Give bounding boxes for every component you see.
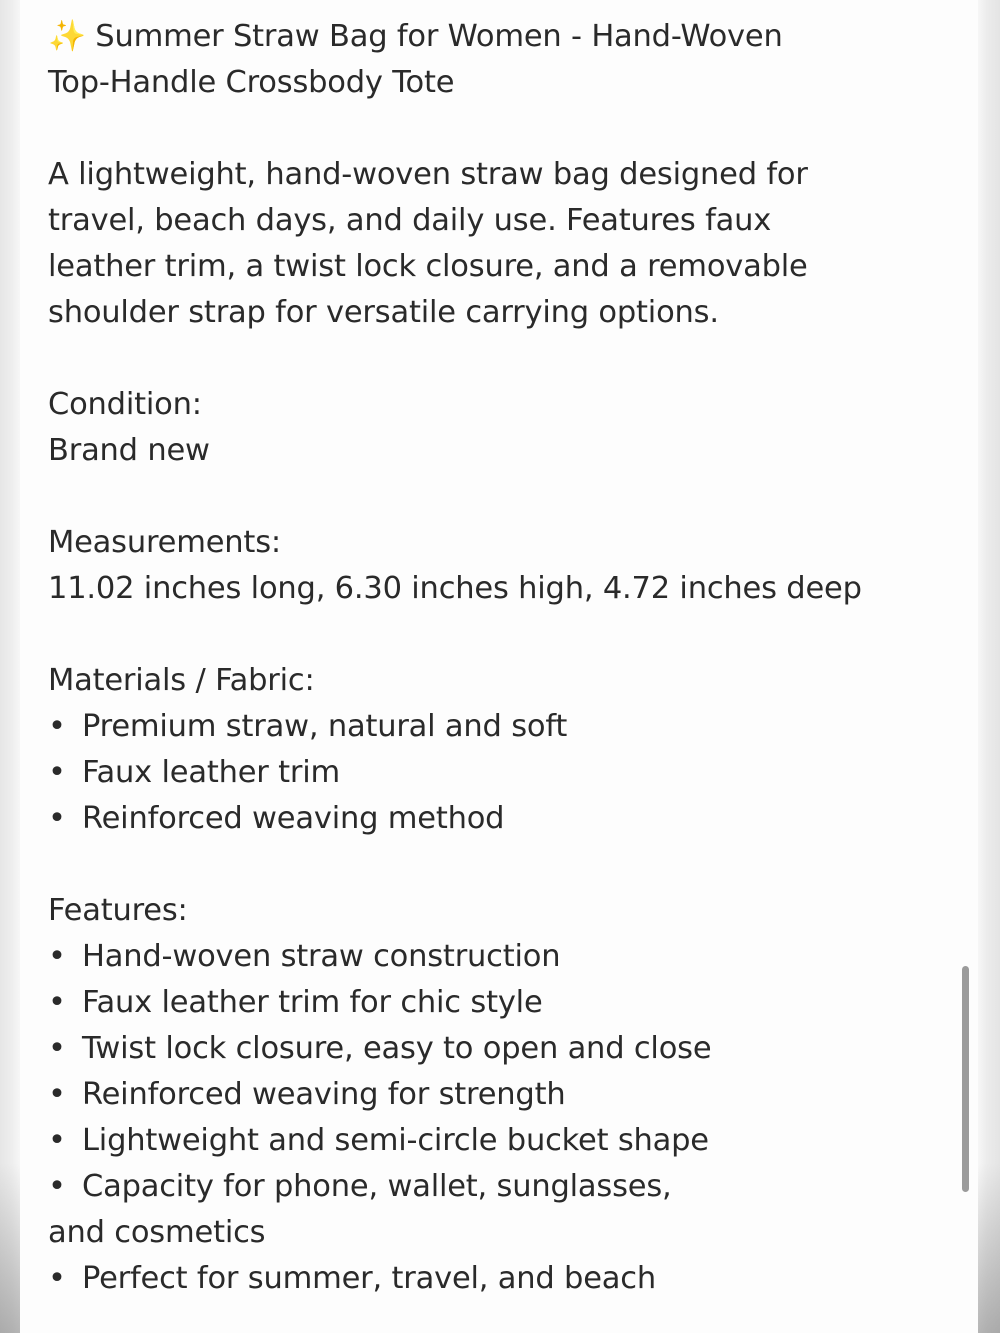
right-edge xyxy=(978,0,1000,1333)
features-item xyxy=(48,980,958,1026)
features-label: Features: xyxy=(48,893,188,928)
title-line-2: Top-Handle Crossbody Tote xyxy=(48,65,455,100)
title-text-1: Summer Straw Bag for Women - Hand-Woven xyxy=(95,19,783,54)
bullet: • xyxy=(48,1123,66,1158)
condition-value: Brand new xyxy=(48,433,210,468)
vertical-scrollbar[interactable] xyxy=(962,966,969,1192)
spacer xyxy=(48,842,958,888)
bullet: • xyxy=(48,1169,66,1204)
features-item-text: Hand-woven straw construction xyxy=(82,939,561,974)
features-item-text: Reinforced weaving for strength xyxy=(82,1077,566,1112)
features-item xyxy=(48,934,958,980)
features-item-text: Faux leather trim for chic style xyxy=(82,985,543,1020)
bullet: • xyxy=(48,939,66,974)
bullet: • xyxy=(48,709,66,744)
spacer xyxy=(48,336,958,382)
measurements-label: Measurements: xyxy=(48,525,281,560)
bullet: • xyxy=(48,1031,66,1066)
materials-item xyxy=(48,704,958,750)
features-item xyxy=(48,1256,958,1302)
description-line: travel, beach days, and daily use. Features faux xyxy=(48,203,772,238)
left-edge xyxy=(0,0,20,1333)
description-line: A lightweight, hand-woven straw bag designed for xyxy=(48,157,808,192)
materials-item xyxy=(48,750,958,796)
materials-item-text: Faux leather trim xyxy=(82,755,341,790)
features-item-text: Perfect for summer, travel, and beach xyxy=(82,1261,656,1296)
note-body[interactable] xyxy=(48,14,958,1302)
features-item-text: Twist lock closure, easy to open and close xyxy=(82,1031,712,1066)
title-line-1 xyxy=(48,14,958,60)
features-item xyxy=(48,1118,958,1164)
features-item xyxy=(48,1164,958,1210)
features-item-continuation: and cosmetics xyxy=(48,1215,266,1250)
bullet: • xyxy=(48,985,66,1020)
measurements-value: 11.02 inches long, 6.30 inches high, 4.72 inches deep xyxy=(48,571,862,606)
features-item xyxy=(48,1026,958,1072)
sparkles-icon: ✨ xyxy=(48,19,86,54)
spacer xyxy=(48,106,958,152)
condition-label: Condition: xyxy=(48,387,202,422)
materials-item-text: Premium straw, natural and soft xyxy=(82,709,568,744)
features-item xyxy=(48,1072,958,1118)
materials-item xyxy=(48,796,958,842)
features-item-text: Lightweight and semi-circle bucket shape xyxy=(82,1123,709,1158)
bullet: • xyxy=(48,1261,66,1296)
features-item-text: Capacity for phone, wallet, sunglasses, xyxy=(82,1169,672,1204)
description-line: shoulder strap for versatile carrying options. xyxy=(48,295,719,330)
materials-item-text: Reinforced weaving method xyxy=(82,801,505,836)
spacer xyxy=(48,612,958,658)
bullet: • xyxy=(48,755,66,790)
description-line: leather trim, a twist lock closure, and a removable xyxy=(48,249,808,284)
bullet: • xyxy=(48,1077,66,1112)
materials-label: Materials / Fabric: xyxy=(48,663,315,698)
spacer xyxy=(48,474,958,520)
bullet: • xyxy=(48,801,66,836)
